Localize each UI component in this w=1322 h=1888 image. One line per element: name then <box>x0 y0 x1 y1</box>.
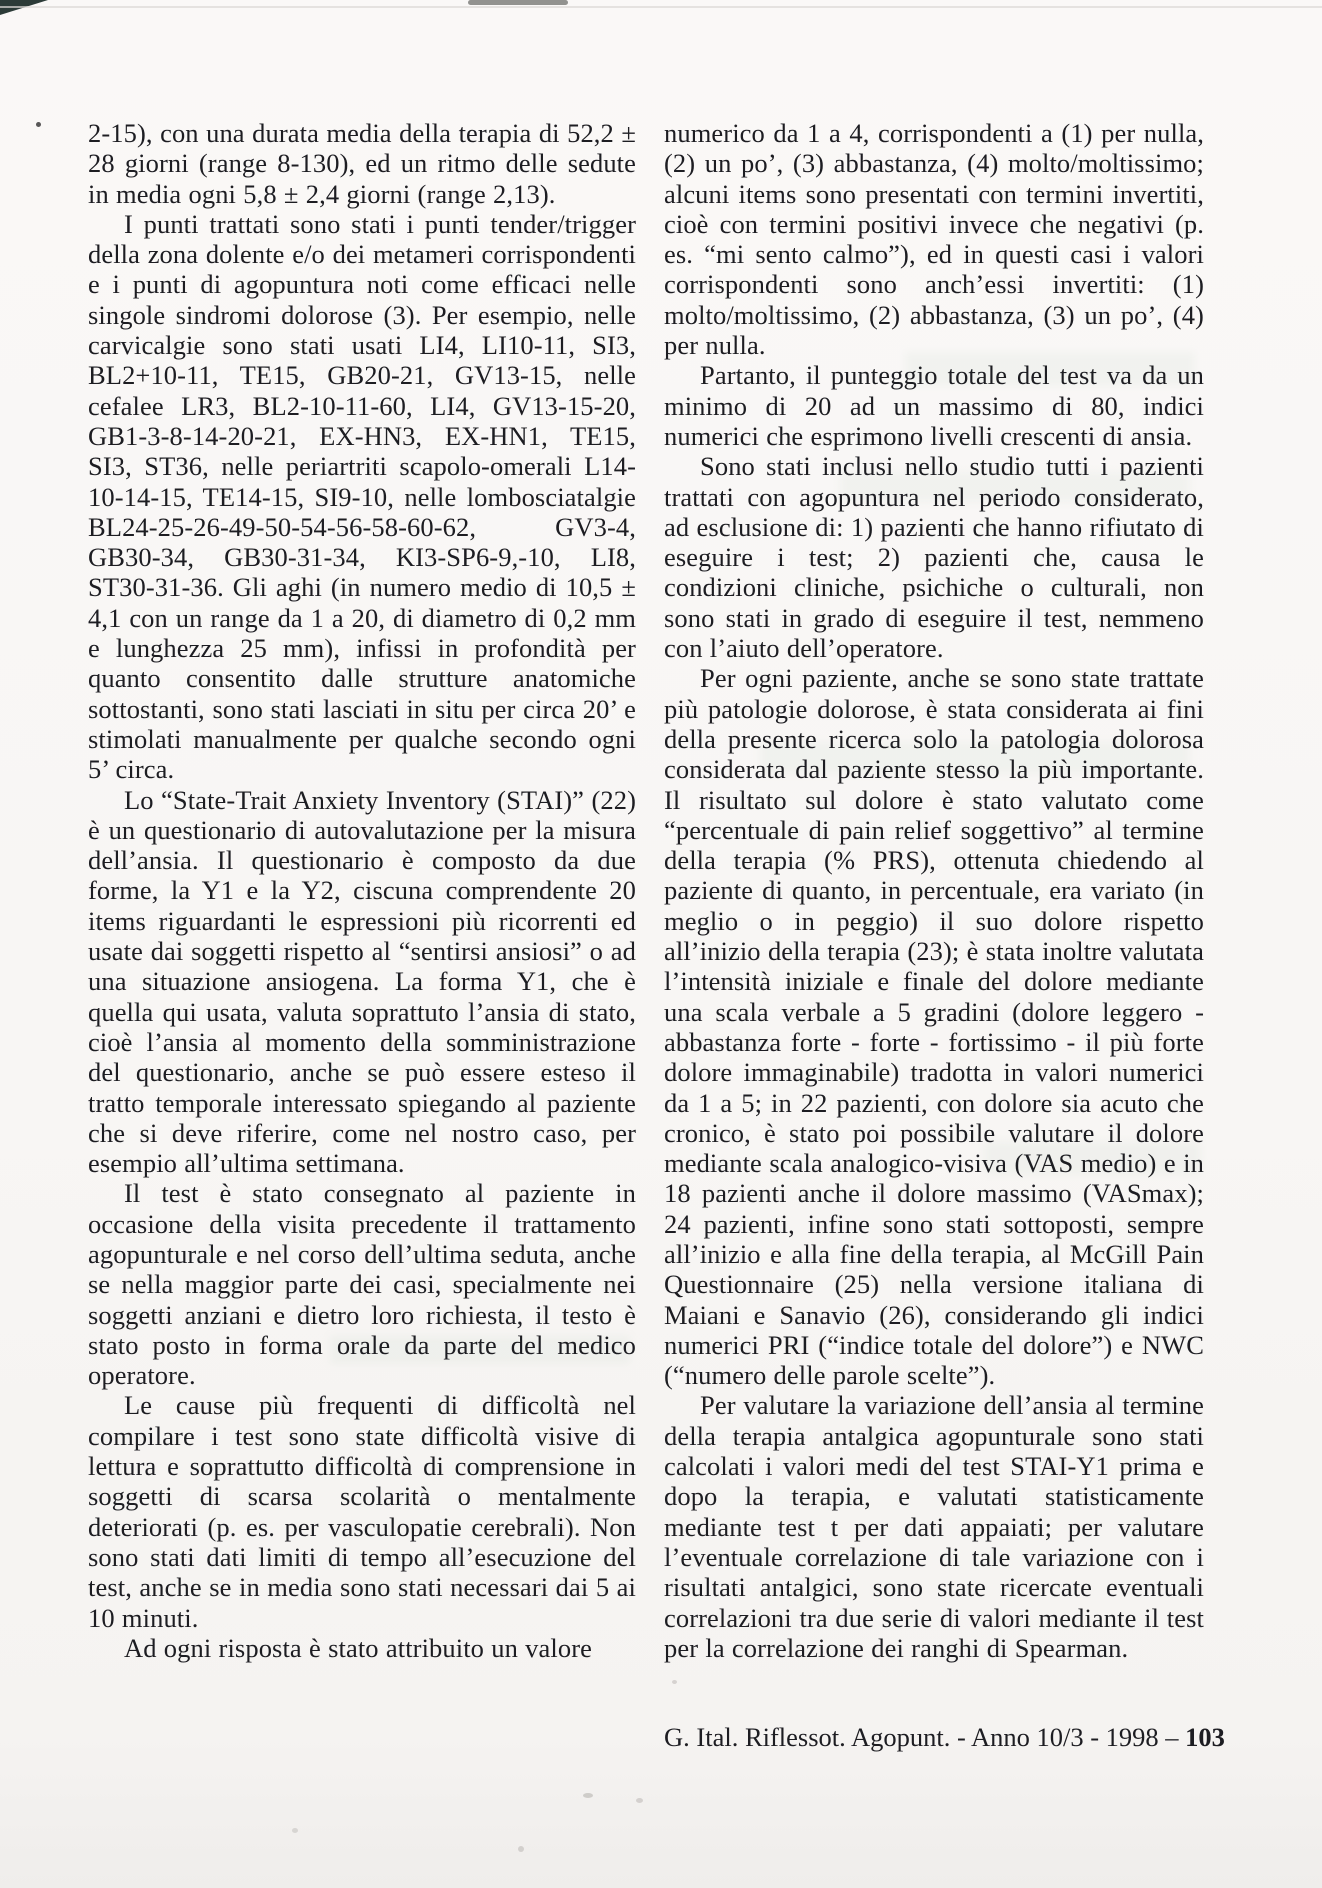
left-column <box>88 118 636 1663</box>
paper-speck <box>292 1828 298 1833</box>
body-paragraph: numerico da 1 a 4, corrispondenti a (1) per nulla, (2) un po’, (3) abbastanza, (4) molto/moltissimo; alcuni items sono presentati con termini invertiti, cioè con termini positivi invece che negativi (p. es. “mi sento calmo”), ed in questi casi i valori corrispondenti sono anch’essi invertiti: (1) molto/moltissimo, (2) abbastanza, (3) un po’, (4) per nulla. <box>664 118 1204 361</box>
body-paragraph: 2-15), con una durata media della terapia di 52,2 ± 28 giorni (range 8-130), ed un ritmo delle sedute in media ogni 5,8 ± 2,4 giorni (range 2,13). <box>88 118 636 209</box>
paper-speck <box>518 1846 524 1852</box>
paper-speck <box>672 1680 677 1684</box>
paper-speck <box>583 1793 593 1798</box>
scan-top-edge <box>0 6 1322 8</box>
page-number: 103 <box>1185 1722 1225 1752</box>
body-paragraph: Il test è stato consegnato al paziente in occasione della visita precedente il trattamento agopunturale e nel corso dell’ultima seduta, anche se nella maggior parte dei casi, specialmente nei soggetti anziani e dietro loro richiesta, il testo è stato posto in forma orale da parte del medico operatore. <box>88 1178 636 1391</box>
journal-citation: G. Ital. Riflessot. Agopunt. - Anno 10/3 - 1998 – <box>664 1722 1186 1752</box>
ink-dot-artifact <box>36 122 41 127</box>
body-paragraph: Sono stati inclusi nello studio tutti i pazienti trattati con agopuntura nel periodo considerato, ad esclusione di: 1) pazienti che hanno rifiutato di eseguire i test; 2) pazienti che, causa le condizioni cliniche, psichiche o culturali, non sono stati in grado di eseguire il test, nemmeno con l’aiuto dell’operatore. <box>664 451 1204 664</box>
scan-streak-artifact <box>468 0 568 5</box>
page-footer <box>664 1722 1225 1752</box>
body-paragraph: Lo “State-Trait Anxiety Inventory (STAI)” (22) è un questionario di autovalutazione per la misura dell’ansia. Il questionario è composto da due forme, la Y1 e la Y2, ciscuna comprendente 20 items riguardanti le espressioni più ricorrenti ed usate dai soggetti rispetto al “sentirsi ansiosi” o ad una situazione ansiogena. La forma Y1, che è quella qui usata, valuta soprattuto l’ansia di stato, cioè l’ansia al momento della somministrazione del questionario, anche se può essere esteso il tratto temporale interessato spiegando al paziente che si deve riferire, come nel nostro caso, per esempio all’ultima settimana. <box>88 784 636 1179</box>
body-paragraph: Per valutare la variazione dell’ansia al termine della terapia antalgica agopunturale sono stati calcolati i valori medi del test STAI-Y1 prima e dopo la terapia, e valutati statisticamente mediante test t per dati appaiati; per valutare l’eventuale correlazione di tale variazione con i risultati antalgici, sono state ricercate eventuali correlazioni tra due serie di valori mediante il test per la correlazione dei ranghi di Spearman. <box>664 1390 1204 1663</box>
body-paragraph: Ad ogni risposta è stato attribuito un valore <box>124 1632 592 1663</box>
body-paragraph: Partanto, il punteggio totale del test va da un minimo di 20 ad un massimo di 80, indici numerici che esprimono livelli crescenti di ansia. <box>664 360 1204 451</box>
right-column <box>664 118 1204 1663</box>
paper-speck <box>636 1798 643 1803</box>
body-paragraph: Per ogni paziente, anche se sono state trattate più patologie dolorose, è stata considerata ai fini della presente ricerca solo la patologia dolorosa considerata dal paziente stesso la più importante. Il risultato sul dolore è stato valutato come “percentuale di pain relief soggettivo” al termine della terapia (% PRS), ottenuta chiedendo al paziente di quanto, in percentuale, era variato (in meglio o in peggio) il suo dolore rispetto all’inizio della terapia (23); è stata inoltre valutata l’intensità iniziale e finale del dolore mediante una scala verbale a 5 gradini (dolore leggero - abbastanza forte - forte - fortissimo - il più forte dolore immaginabile) tradotta in valori numerici da 1 a 5; in 22 pazienti, con dolore sia acuto che cronico, è stato poi possibile valutare il dolore mediante scala analogico-visiva (VAS medio) e in 18 pazienti anche il dolore massimo (VASmax); 24 pazienti, infine sono stati sottoposti, sempre all’inizio e alla fine della terapia, al McGill Pain Questionnaire (25) nella versione italiana di Maiani e Sanavio (26), considerando gli indici numerici PRI (“indice totale del dolore”) e NWC (“numero delle parole scelte”). <box>664 663 1204 1391</box>
body-paragraph: I punti trattati sono stati i punti tender/trigger della zona dolente e/o dei metameri corrispondenti e i punti di agopuntura noti come efficaci nelle singole sindromi dolorose (3). Per esempio, nelle carvicalgie sono stati usati LI4, LI10-11, SI3, BL2+10-11, TE15, GB20-21, GV13-15, nelle cefalee LR3, BL2-10-11-60, LI4, GV13-15-20, GB1-3-8-14-20-21, EX-HN3, EX-HN1, TE15, SI3, ST36, nelle periartriti scapolo-omerali L14-10-14-15, TE14-15, SI9-10, nelle lombosciatalgie BL24-25-26-49-50-54-56-58-60-62, GV3-4, GB30-34, GB30-31-34, KI3-SP6-9,-10, LI8, ST30-31-36. Gli aghi (in numero medio di 10,5 ± 4,1 con un range da 1 a 20, di diametro di 0,2 mm e lunghezza 25 mm), infissi in profondità per quanto consentito dalle strutture anatomiche sottostanti, sono stati lasciati in situ per circa 20’ e stimolati manualmente per qualche secondo ogni 5’ circa. <box>88 208 636 785</box>
body-paragraph: Le cause più frequenti di difficoltà nel compilare i test sono state difficoltà visive di lettura e soprattutto difficoltà di comprensione in soggetti di scarsa scolarità o mentalmente deteriorati (p. es. per vasculopatie cerebrali). Non sono stati dati limiti di tempo all’esecuzione del test, anche se in media sono stati necessari dai 5 ai 10 minuti. <box>88 1390 636 1633</box>
